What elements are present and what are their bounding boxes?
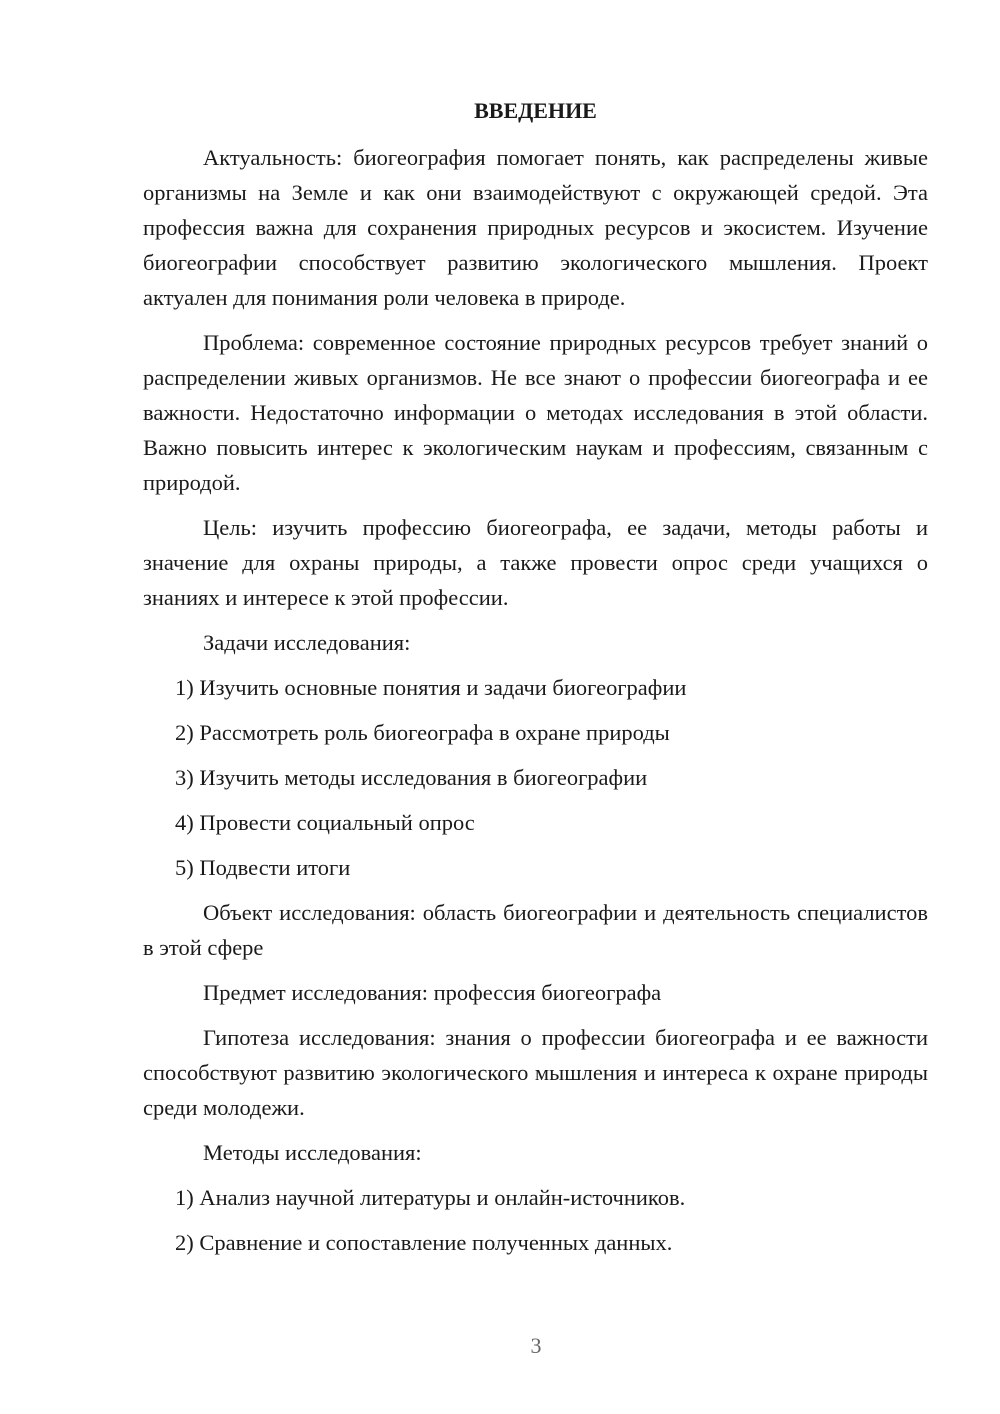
page-number: 3 (530, 1333, 542, 1358)
problem-paragraph: Проблема: современное состояние природных ресурсов требует знаний о распределении живых организмов. Не все знают о профессии биогеографа и ее важности. Недостаточно информации о методах исследования в этой области. Важно повысить интерес к экологическим наукам и профессиям, связанным с природой. (143, 330, 928, 495)
methods-heading: Методы исследования: (203, 1140, 422, 1165)
hypothesis-paragraph: Гипотеза исследования: знания о профессии биогеографа и ее важности способствуют развитию экологического мышления и интереса к охране природы среди молодежи. (143, 1025, 928, 1120)
task-item: 4) Провести социальный опрос (175, 810, 475, 835)
tasks-heading: Задачи исследования: (203, 630, 411, 655)
relevance-paragraph: Актуальность: биогеография помогает понять, как распределены живые организмы на Земле и как они взаимодействуют с окружающей средой. Эта профессия важна для сохранения природных ресурсов и экосистем. Изучение биогеографии способствует развитию экологического мышления. Проект актуален для понимания роли человека в природе. (143, 145, 928, 310)
task-item: 1) Изучить основные понятия и задачи биогеографии (175, 675, 687, 700)
task-item: 2) Рассмотреть роль биогеографа в охране природы (175, 720, 670, 745)
page-title: ВВЕДЕНИЕ (474, 98, 597, 123)
goal-paragraph: Цель: изучить профессию биогеографа, ее задачи, методы работы и значение для охраны природы, а также провести опрос среди учащихся о знаниях и интересе к этой профессии. (143, 515, 928, 610)
subject-paragraph: Предмет исследования: профессия биогеографа (203, 980, 662, 1005)
task-item: 5) Подвести итоги (175, 855, 351, 880)
method-item: 2) Сравнение и сопоставление полученных данных. (175, 1230, 673, 1255)
page-content (143, 96, 928, 1270)
method-item: 1) Анализ научной литературы и онлайн-источников. (175, 1185, 686, 1210)
object-paragraph: Объект исследования: область биогеографии и деятельность специалистов в этой сфере (143, 900, 928, 960)
task-item: 3) Изучить методы исследования в биогеографии (175, 765, 648, 790)
